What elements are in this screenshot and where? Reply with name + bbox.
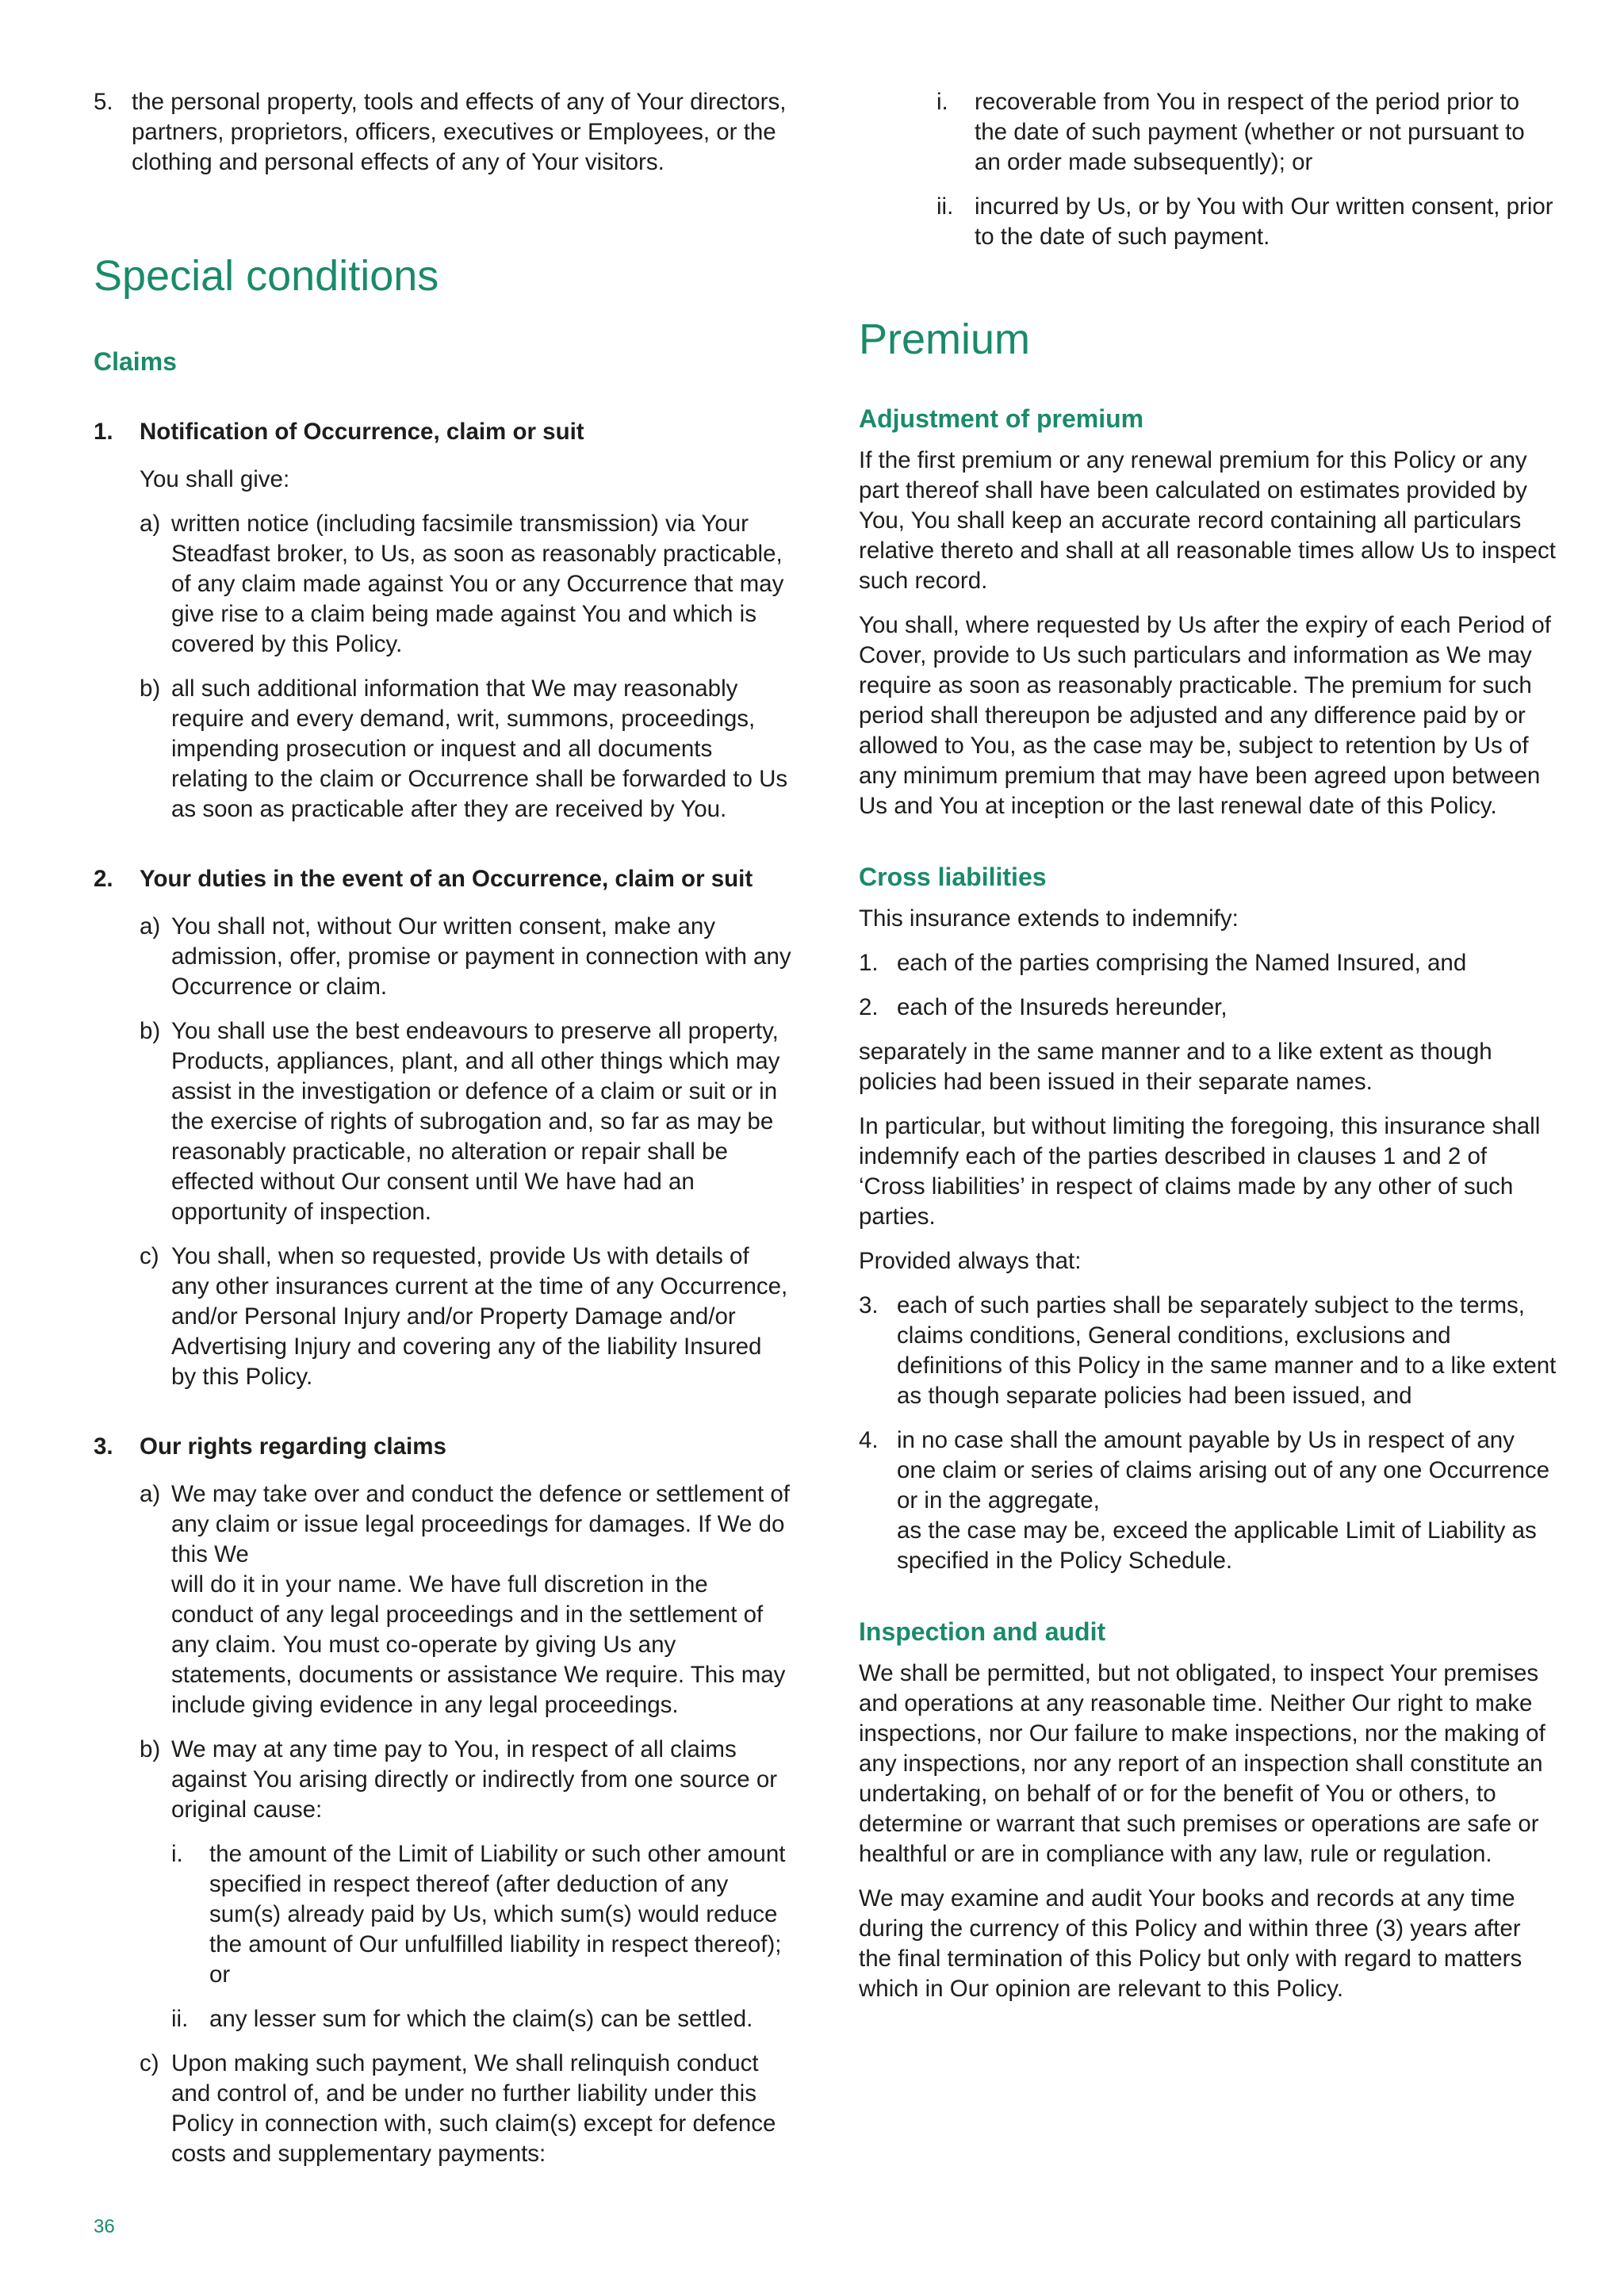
section-number: 3. — [94, 1433, 113, 1460]
list-text: incurred by Us, or by You with Our written consent, prior to the date of such payment. — [975, 193, 1553, 250]
right-column — [859, 87, 1557, 2004]
list-marker: 3. — [859, 1292, 879, 1318]
list-marker: 5. — [94, 89, 113, 115]
list-item — [94, 1242, 791, 1392]
list-text: written notice (including facsimile transmission) via Your Steadfast broker, to Us, as soon as reasonably practicable, of any claim made against You or any Occurrence that may give rise to a claim being made against You and which is covered by this Policy. — [171, 511, 784, 657]
left-column — [94, 87, 791, 2169]
cross-liabilities-heading: Cross liabilities — [859, 863, 1047, 891]
paragraph: We may examine and audit Your books and records at any time during the currency of this Policy and within three (3) years after the final termination of this Policy but only with regard to matters which in Our opinion are relevant to this Policy. — [859, 1885, 1522, 2002]
list-marker: ii. — [171, 2006, 189, 2032]
paragraph: Provided always that: — [859, 1248, 1082, 1274]
list-text: We may at any time pay to You, in respect of all claims against You arising directly or indirectly from one source or original cause: — [171, 1736, 778, 1823]
list-marker: a) — [140, 1481, 161, 1507]
list-text-line: as the case may be, exceed the applicable Limit of Liability as specified in the Policy Schedule. — [897, 1517, 1537, 1574]
inspection-and-audit-heading: Inspection and audit — [859, 1617, 1106, 1646]
paragraph: If the first premium or any renewal premium for this Policy or any part thereof shall have been calculated on estimates provided by You, You shall keep an accurate record containing all particulars relative thereto and shall at all reasonable times allow Us to inspect such record. — [859, 447, 1556, 594]
special-conditions-title: Special conditions — [94, 252, 439, 300]
adjustment-of-premium-heading: Adjustment of premium — [859, 404, 1144, 433]
paragraph: separately in the same manner and to a like extent as though policies had been issued in their separate names. — [859, 1039, 1492, 1095]
list-marker: c) — [140, 1243, 159, 1269]
section-1-lead: You shall give: — [140, 466, 290, 492]
list-text: recoverable from You in respect of the period prior to the date of such payment (whether or not pursuant to an order made subsequently); or — [975, 89, 1525, 175]
list-text: the personal property, tools and effects of any of Your directors, partners, proprietors, officers, executives or Employees, or the clothing and personal effects of any of Your visitors. — [132, 89, 787, 175]
section-title: Your duties in the event of an Occurrence, claim or suit — [140, 866, 753, 892]
list-marker: 4. — [859, 1427, 879, 1453]
claims-heading: Claims — [94, 347, 177, 376]
paragraph: You shall, where requested by Us after the expiry of each Period of Cover, provide to Us such particulars and information as We may require as soon as reasonably practicable. The premium for such period shall thereupon be adjusted and any difference paid by or allowed to You, as the case may be, subject to retention by Us of any minimum premium that may have been agreed upon between Us and You at inception or the last renewal date of this Policy. — [859, 612, 1551, 819]
list-item — [94, 674, 791, 825]
sub-list-item — [94, 2004, 791, 2034]
list-item — [859, 1425, 1557, 1576]
list-text: You shall, when so requested, provide Us with details of any other insurances current at the time of any Occurrence, and/or Personal Injury and/or Property Damage and/or Advertising Injury and covering any of the liability Insured by this Policy. — [171, 1243, 788, 1390]
list-marker: i. — [936, 89, 948, 115]
list-text: Upon making such payment, We shall relinquish conduct and control of, and be under no further liability under this Policy in connection with, such claim(s) except for defence costs and supplementary payments: — [171, 2050, 776, 2167]
list-marker: c) — [140, 2050, 159, 2076]
intro-list-item — [94, 87, 791, 178]
section-1-heading — [94, 417, 791, 447]
list-marker: b) — [140, 675, 161, 702]
list-text: each of such parties shall be separately subject to the terms, claims conditions, General conditions, exclusions and definitions of this Policy in the same manner and to a like extent as though separate policies had been issued, and — [897, 1292, 1557, 1409]
list-item — [859, 993, 1557, 1023]
section-3-heading — [94, 1432, 791, 1462]
section-title: Notification of Occurrence, claim or suit — [140, 419, 584, 445]
list-text-line: We may take over and conduct the defence or settlement of any claim or issue legal proceedings for damages. If We do this We — [171, 1481, 791, 1567]
sub-list-item — [859, 87, 1557, 178]
list-item — [94, 1735, 791, 1825]
sub-list-item — [94, 1839, 791, 1990]
list-marker: a) — [140, 913, 161, 939]
list-marker: ii. — [936, 193, 954, 220]
section-number: 1. — [94, 419, 113, 445]
premium-title: Premium — [859, 316, 1031, 363]
list-text: You shall use the best endeavours to preserve all property, Products, appliances, plant, and all other things which may assist in the investigation or defence of a claim or suit or in the exercise of rights of subrogation and, so far as may be reasonably practicable, no alteration or repair shall be effected without Our consent until We have had an opportunity of inspection. — [171, 1018, 780, 1225]
paragraph: In particular, but without limiting the foregoing, this insurance shall indemnify each of the parties described in clauses 1 and 2 of ‘Cross liabilities’ in respect of claims made by any other of such parties. — [859, 1113, 1541, 1230]
list-marker: 1. — [859, 950, 879, 976]
paragraph: We shall be permitted, but not obligated, to inspect Your premises and operations at any reasonable time. Neither Our right to make inspections, nor Our failure to make inspections, nor the making of any inspections, nor any report of an inspection shall constitute an undertaking, on behalf of or for the benefit of You or others, to determine or warrant that such premises or operations are safe or healthful or are in compliance with any law, rule or regulation. — [859, 1660, 1545, 1867]
list-text: all such additional information that We may reasonably require and every demand, writ, summons, proceedings, impending prosecution or inquest and all documents relating to the claim or Occurrence shall be forwarded to Us as soon as practicable after they are received by You. — [171, 675, 788, 822]
list-text-line: in no case shall the amount payable by Us in respect of any one claim or series of claims arising out of any one Occurrence or in the aggregate, — [897, 1427, 1550, 1513]
list-item — [94, 1479, 791, 1720]
list-text: the amount of the Limit of Liability or such other amount specified in respect thereof (after deduction of any sum(s) already paid by Us, which sum(s) would reduce the amount of Our unfulfilled liability in respect thereof); or — [209, 1841, 786, 1988]
list-text: You shall not, without Our written consent, make any admission, offer, promise or payment in connection with any Occurrence or claim. — [171, 913, 791, 1000]
list-marker: a) — [140, 511, 161, 537]
list-text: each of the Insureds hereunder, — [897, 994, 1228, 1020]
list-text: each of the parties comprising the Named Insured, and — [897, 950, 1467, 976]
paragraph: This insurance extends to indemnify: — [859, 905, 1239, 932]
list-marker: b) — [140, 1018, 161, 1044]
page-number: 36 — [94, 2216, 115, 2237]
list-item — [859, 1291, 1557, 1411]
section-number: 2. — [94, 866, 113, 892]
list-marker: 2. — [859, 994, 879, 1020]
sub-list-item — [859, 192, 1557, 252]
section-2-heading — [94, 864, 791, 894]
list-marker: b) — [140, 1736, 161, 1762]
list-item — [94, 2049, 791, 2169]
list-text-line: will do it in your name. We have full discretion in the conduct of any legal proceedings and in the settlement of any claim. You must co-operate by giving Us any statements, documents or assistance We require. This may include giving evidence in any legal proceedings. — [171, 1571, 786, 1718]
list-item — [859, 948, 1557, 978]
list-text: any lesser sum for which the claim(s) can be settled. — [209, 2006, 753, 2032]
list-item — [94, 1016, 791, 1227]
section-title: Our rights regarding claims — [140, 1433, 446, 1460]
list-marker: i. — [171, 1841, 183, 1867]
list-item — [94, 509, 791, 660]
list-item — [94, 912, 791, 1002]
